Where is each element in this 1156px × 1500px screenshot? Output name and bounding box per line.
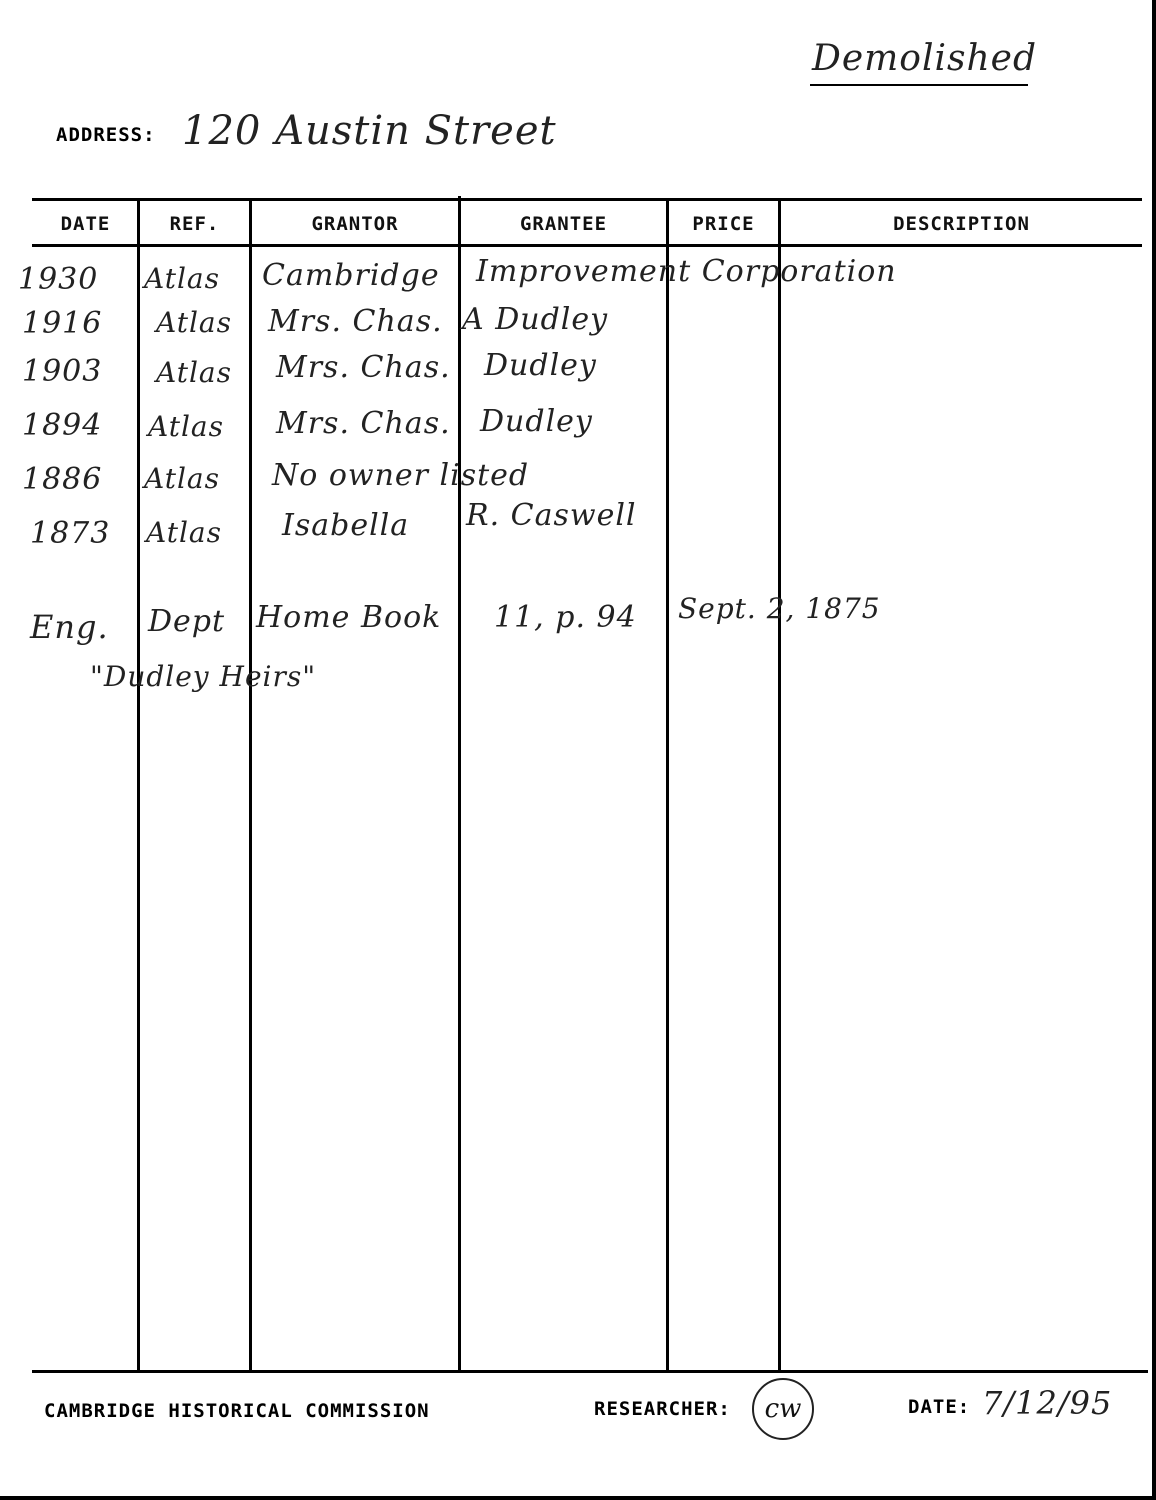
column-header-description: DESCRIPTION bbox=[893, 213, 1030, 235]
column-divider-grantor bbox=[458, 196, 461, 1372]
column-divider-date bbox=[137, 200, 140, 1372]
row-grantee: A Dudley bbox=[462, 302, 609, 337]
status-underline bbox=[810, 84, 1028, 86]
column-header-price: PRICE bbox=[692, 213, 755, 235]
column-divider-grantee bbox=[666, 200, 669, 1372]
column-header-date: DATE bbox=[60, 213, 111, 235]
column-divider-price bbox=[778, 200, 781, 1372]
eng-row-date: Eng. bbox=[30, 608, 109, 646]
row-date: 1903 bbox=[22, 354, 103, 389]
eng-row-note: "Dudley Heirs" bbox=[90, 660, 317, 693]
row-ref: Atlas bbox=[156, 356, 232, 389]
row-grantee: Dudley bbox=[480, 404, 593, 439]
row-date: 1894 bbox=[22, 408, 103, 443]
row-ref: Atlas bbox=[146, 516, 222, 549]
row-grantor: Mrs. Chas. bbox=[276, 350, 451, 385]
column-header-grantor: GRANTOR bbox=[311, 213, 399, 235]
row-grantor: Isabella bbox=[282, 508, 410, 543]
eng-row-price: Sept. 2, 1875 bbox=[678, 592, 881, 625]
row-grantor: Cambridge bbox=[262, 258, 440, 293]
date-value: 7/12/95 bbox=[982, 1384, 1113, 1422]
address-label: ADDRESS: bbox=[56, 124, 156, 146]
table-top-rule bbox=[32, 198, 1142, 201]
address-value: 120 Austin Street bbox=[182, 108, 557, 154]
column-header-grantee: GRANTEE bbox=[519, 213, 608, 235]
table-header-rule bbox=[32, 244, 1142, 247]
commission-name: CAMBRIDGE HISTORICAL COMMISSION bbox=[44, 1400, 430, 1422]
eng-row-grantor: Home Book bbox=[256, 600, 442, 635]
row-grantee: R. Caswell bbox=[466, 498, 637, 533]
date-label: DATE: bbox=[908, 1396, 971, 1418]
row-grantee: Dudley bbox=[484, 348, 597, 383]
row-grantee: Improvement Corporation bbox=[476, 254, 897, 289]
row-ref: Atlas bbox=[148, 410, 224, 443]
eng-row-ref: Dept bbox=[148, 604, 226, 639]
table-bottom-rule bbox=[32, 1370, 1148, 1373]
researcher-initials: cw bbox=[752, 1378, 814, 1440]
row-grantor: Mrs. Chas. bbox=[276, 406, 451, 441]
row-date: 1930 bbox=[18, 262, 99, 297]
row-date: 1886 bbox=[22, 462, 103, 497]
row-date: 1873 bbox=[30, 516, 111, 551]
researcher-label: RESEARCHER: bbox=[594, 1398, 731, 1420]
row-ref: Atlas bbox=[156, 306, 232, 339]
row-ref: Atlas bbox=[144, 462, 220, 495]
column-divider-ref bbox=[249, 200, 252, 1372]
status-note: Demolished bbox=[812, 38, 1038, 79]
row-ref: Atlas bbox=[144, 262, 220, 295]
column-header-ref: REF. bbox=[169, 213, 220, 235]
row-date: 1916 bbox=[22, 306, 103, 341]
row-grantor: Mrs. Chas. bbox=[268, 304, 443, 339]
row-grantor: No owner listed bbox=[272, 458, 530, 493]
eng-row-grantee: 11, p. 94 bbox=[494, 600, 637, 635]
